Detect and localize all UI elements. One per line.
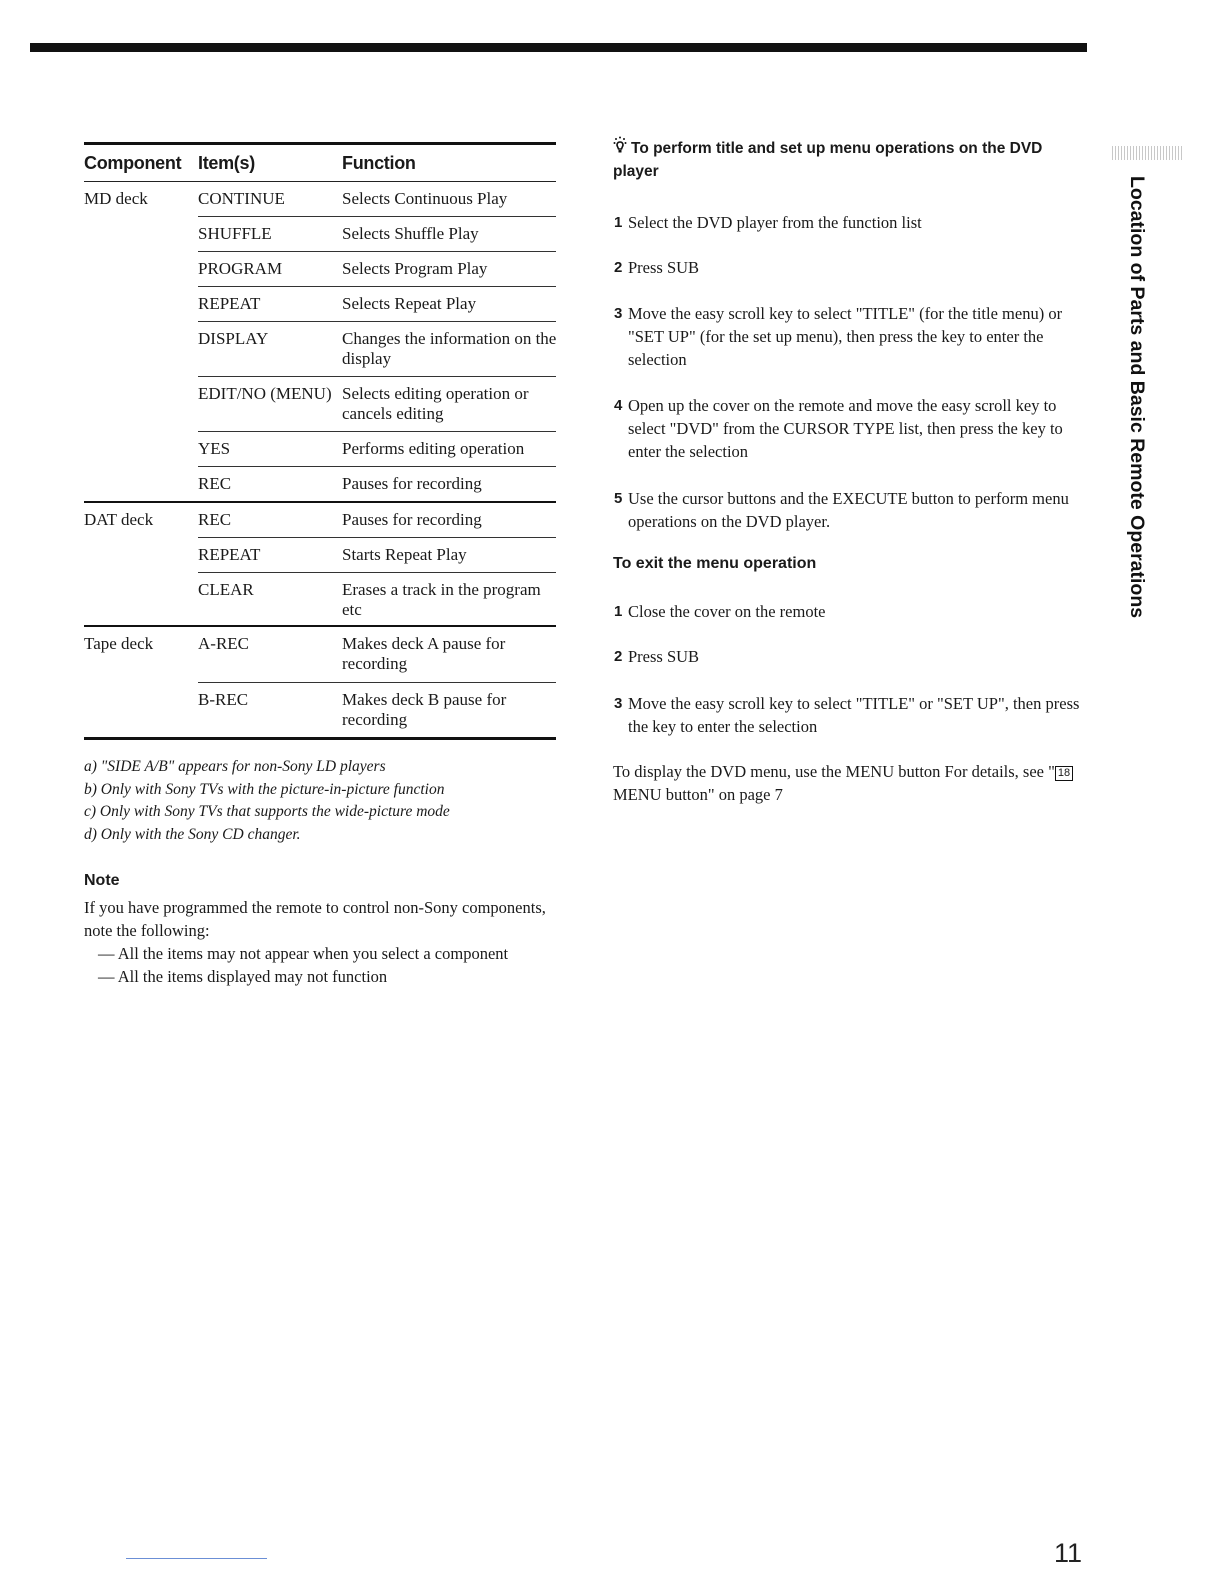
closing-paragraph bbox=[613, 760, 1083, 806]
step-number: 1 bbox=[614, 214, 623, 231]
tip-bulb-icon bbox=[613, 136, 627, 156]
exit-step bbox=[614, 692, 1084, 738]
table-row bbox=[198, 432, 556, 467]
item-cell: PROGRAM bbox=[198, 259, 283, 278]
function-cell: Selects Repeat Play bbox=[342, 294, 477, 313]
item-cell: SHUFFLE bbox=[198, 224, 272, 243]
item-cell: REPEAT bbox=[198, 545, 261, 564]
step-text: Press SUB bbox=[628, 258, 700, 277]
step-number: 1 bbox=[614, 603, 623, 620]
step-text: Move the easy scroll key to select "TITLE" or "SET UP", then press the key to enter the selection bbox=[628, 694, 1080, 736]
step-number: 5 bbox=[614, 490, 623, 507]
tip-step bbox=[614, 302, 1084, 371]
step-text: Open up the cover on the remote and move the easy scroll key to select "DVD" from the CURSOR TYPE list, then press the key to enter the selection bbox=[628, 396, 1063, 461]
closing-text-after: MENU button" on page 7 bbox=[613, 785, 783, 804]
tip-step bbox=[614, 394, 1084, 463]
step-number: 3 bbox=[614, 695, 623, 712]
function-cell: Changes the information on the display bbox=[342, 329, 557, 368]
side-tab-label: Location of Parts and Basic Remote Operations bbox=[1126, 176, 1148, 619]
step-text: Close the cover on the remote bbox=[628, 602, 826, 621]
footnote: d) Only with the Sony CD changer. bbox=[84, 826, 301, 844]
table-row bbox=[198, 627, 556, 683]
component-label: Tape deck bbox=[84, 634, 154, 653]
table-row bbox=[198, 467, 556, 501]
footnotes bbox=[84, 756, 564, 847]
item-cell: REC bbox=[198, 510, 232, 529]
tip-step bbox=[614, 256, 1084, 279]
table-row bbox=[198, 322, 556, 377]
closing-text-before: To display the DVD menu, use the MENU button For details, see " bbox=[613, 762, 1055, 781]
bottom-link-rule bbox=[126, 1558, 267, 1559]
function-cell: Makes deck B pause for recording bbox=[342, 690, 507, 729]
table-row bbox=[198, 573, 556, 625]
component-label: DAT deck bbox=[84, 510, 154, 529]
footnote: c) Only with Sony TVs that supports the wide-picture mode bbox=[84, 803, 450, 821]
table-row bbox=[198, 503, 556, 538]
table-row bbox=[198, 182, 556, 217]
item-cell: DISPLAY bbox=[198, 329, 269, 348]
function-cell: Starts Repeat Play bbox=[342, 545, 467, 564]
menu-button-number-badge: 18 bbox=[1055, 766, 1073, 781]
note-text: If you have programmed the remote to control non-Sony components, note the following: bbox=[84, 898, 546, 940]
note-heading: Note bbox=[84, 872, 120, 889]
function-table bbox=[84, 142, 556, 740]
function-cell: Pauses for recording bbox=[342, 510, 482, 529]
note-item: — All the items displayed may not function bbox=[98, 967, 388, 986]
step-number: 4 bbox=[614, 397, 623, 414]
exit-step bbox=[614, 600, 1084, 623]
table-group-md-deck bbox=[84, 182, 556, 503]
tip-step bbox=[614, 211, 1084, 234]
note-item: — All the items may not appear when you select a component bbox=[98, 944, 509, 963]
item-cell: A-REC bbox=[198, 634, 249, 653]
item-cell: EDIT/NO (MENU) bbox=[198, 384, 332, 403]
step-text: Press SUB bbox=[628, 647, 700, 666]
page-number: 11 bbox=[1054, 1538, 1083, 1568]
table-row bbox=[198, 252, 556, 287]
step-number: 2 bbox=[614, 259, 623, 276]
footnote: a) "SIDE A/B" appears for non-Sony LD players bbox=[84, 758, 386, 775]
table-group-dat-deck bbox=[84, 503, 556, 627]
table-row bbox=[198, 683, 556, 737]
table-row bbox=[198, 538, 556, 573]
table-header bbox=[84, 145, 556, 182]
table-group-tape-deck bbox=[84, 627, 556, 740]
function-cell: Makes deck A pause for recording bbox=[342, 634, 506, 673]
function-cell: Selects Program Play bbox=[342, 259, 488, 278]
item-cell: CLEAR bbox=[198, 580, 254, 599]
step-text: Move the easy scroll key to select "TITLE" (for the title menu) or "SET UP" (for the set up menu), then press the key to enter the selection bbox=[628, 304, 1063, 369]
item-cell: CONTINUE bbox=[198, 189, 285, 208]
function-cell: Selects Shuffle Play bbox=[342, 224, 479, 243]
tip-title: To perform title and set up menu operations on the DVD player bbox=[613, 140, 1043, 180]
table-row bbox=[198, 287, 556, 322]
function-cell: Pauses for recording bbox=[342, 474, 482, 493]
tip-step bbox=[614, 487, 1084, 533]
function-cell: Erases a track in the program etc bbox=[342, 580, 541, 619]
item-cell: YES bbox=[198, 439, 231, 458]
function-cell: Selects editing operation or cancels editing bbox=[342, 384, 529, 423]
step-number: 3 bbox=[614, 305, 623, 322]
side-tab-marker bbox=[1112, 146, 1182, 160]
top-rule bbox=[30, 43, 1087, 52]
item-cell: REC bbox=[198, 474, 232, 493]
exit-heading: To exit the menu operation bbox=[613, 555, 817, 572]
header-component: Component bbox=[84, 153, 182, 173]
header-function: Function bbox=[342, 153, 416, 173]
step-number: 2 bbox=[614, 648, 623, 665]
step-text: Use the cursor buttons and the EXECUTE button to perform menu operations on the DVD player. bbox=[628, 489, 1069, 531]
table-row bbox=[198, 377, 556, 432]
function-cell: Selects Continuous Play bbox=[342, 189, 508, 208]
item-cell: REPEAT bbox=[198, 294, 261, 313]
header-items: Item(s) bbox=[198, 153, 255, 173]
component-label: MD deck bbox=[84, 189, 148, 208]
exit-step bbox=[614, 645, 1084, 668]
tip-heading bbox=[613, 136, 1063, 183]
step-text: Select the DVD player from the function list bbox=[628, 213, 922, 232]
item-cell: B-REC bbox=[198, 690, 249, 709]
side-tab bbox=[1115, 176, 1155, 636]
function-cell: Performs editing operation bbox=[342, 439, 525, 458]
note-body bbox=[84, 896, 564, 988]
table-row bbox=[198, 217, 556, 252]
footnote: b) Only with Sony TVs with the picture-in-picture function bbox=[84, 780, 445, 798]
